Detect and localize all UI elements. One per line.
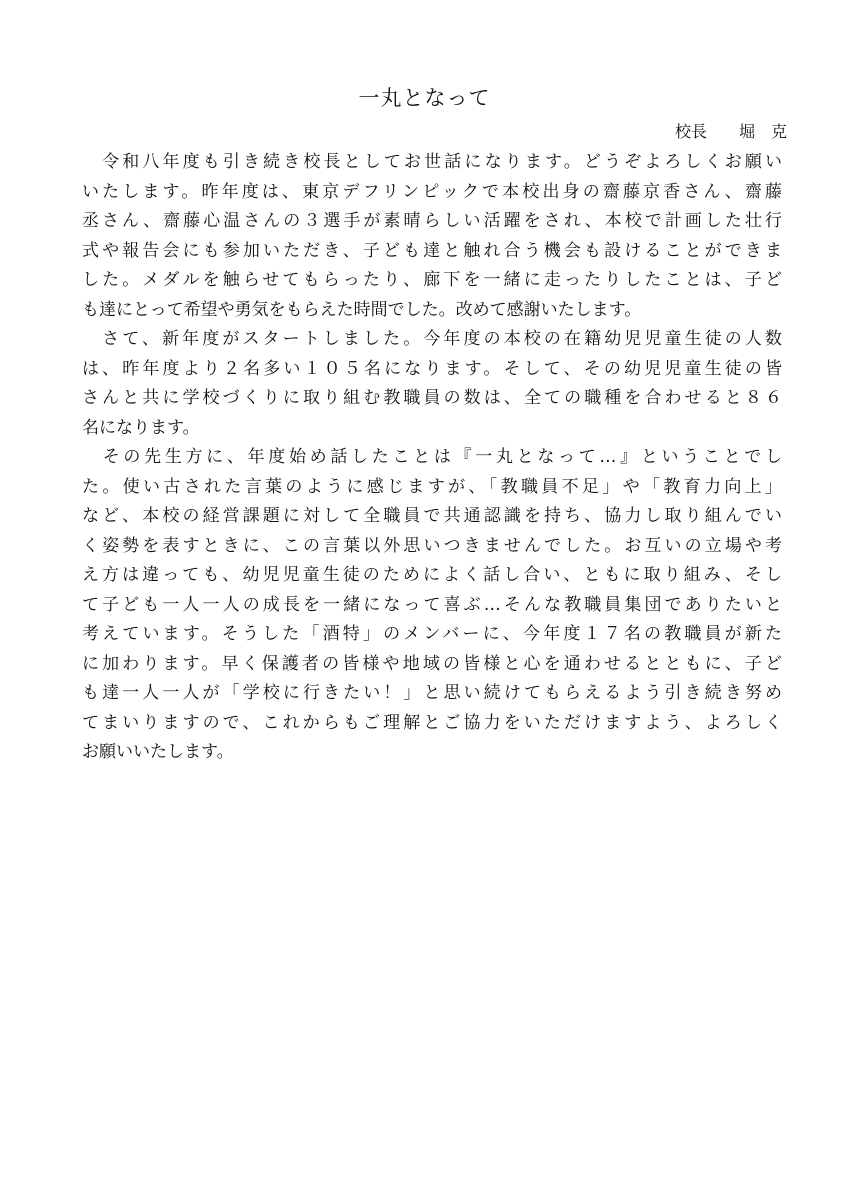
text-line: 式や報告会にも参加いただき、子ども達と触れ合う機会も設けることができま	[82, 240, 782, 261]
text-line: した。メダルを触らせてもらったり、廊下を一緒に走ったりしたことは、子ど	[82, 270, 782, 290]
text-line: など、本校の経営課題に対して全職員で共通認識を持ち、協力し取り組んでい	[82, 506, 782, 526]
author-line: 校長 堀 克	[674, 122, 787, 141]
text-line: てまいりますので、これからもご理解とご協力をいただけますよう、よろしく	[82, 712, 782, 733]
text-line: 令和八年度も引き続き校長としてお世話になります。どうぞよろしくお願い	[82, 152, 782, 172]
text-line: いたします。昨年度は、東京デフリンピックで本校出身の齋藤京香さん、齋藤	[82, 181, 782, 202]
text-line: え方は違っても、幼児児童生徒のためによく話し合い、ともに取り組み、そし	[82, 565, 782, 585]
text-line: さて、新年度がスタートしました。今年度の本校の在籍幼児児童生徒の人数	[82, 329, 782, 349]
text-line: に加わります。早く保護者の皆様や地域の皆様と心を通わせるとともに、子ど	[82, 653, 782, 674]
document-body	[82, 148, 782, 768]
text-line: お願いいたします。	[82, 742, 234, 762]
text-line: も達一人一人が「学校に行きたい！」と思い続けてもらえるよう引き続き努め	[82, 683, 782, 703]
text-line: その先生方に、年度始め話したことは『一丸となって…』ということでし	[82, 447, 782, 467]
text-line: さんと共に学校づくりに取り組む教職員の数は、全ての職種を合わせると８６	[82, 388, 782, 408]
text-line: は、昨年度より２名多い１０５名になります。そして、その幼児児童生徒の皆	[82, 358, 782, 379]
paragraph	[82, 148, 782, 325]
text-line: 考えています。そうした「酒特」のメンバーに、今年度１７名の教職員が新た	[82, 624, 782, 644]
text-line: も達にとって希望や勇気をもらえた時間でした。改めて感謝いたします。	[82, 299, 642, 320]
text-line: て子ども一人一人の成長を一緒になって喜ぶ…そんな教職員集団でありたいと	[82, 594, 782, 615]
paragraph	[82, 443, 782, 768]
document-title: 一丸となって	[358, 86, 491, 110]
text-line: く姿勢を表すときに、この言葉以外思いつきませんでした。お互いの立場や考	[82, 535, 782, 556]
text-line: た。使い古された言葉のように感じますが、「教職員不足」や「教育力向上」	[82, 476, 782, 497]
text-line: 名になります。	[82, 417, 200, 438]
text-line: 丞さん、齋藤心温さんの３選手が素晴らしい活躍をされ、本校で計画した壮行	[82, 211, 782, 231]
paragraph	[82, 325, 782, 443]
